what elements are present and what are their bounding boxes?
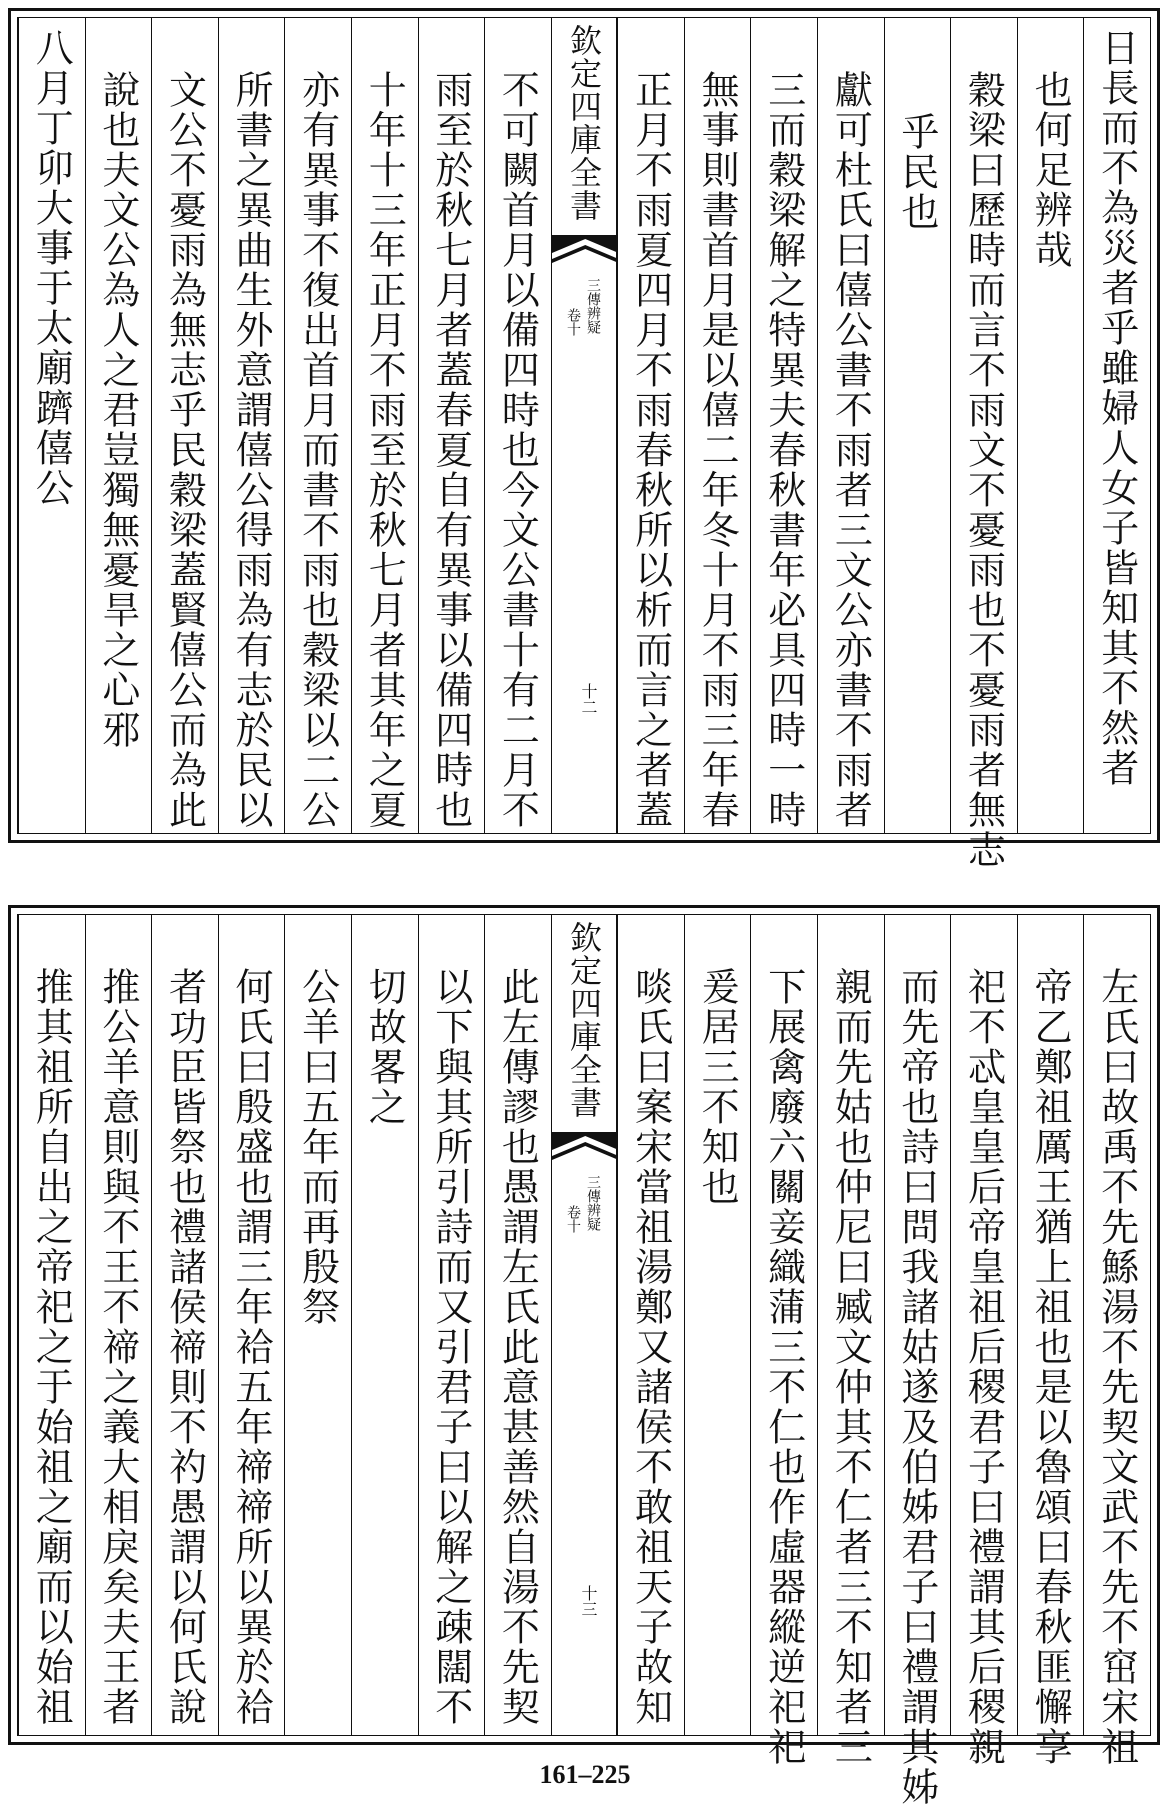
text-column-right-6 bbox=[750, 915, 817, 1767]
leaf-number: 十二 bbox=[578, 683, 598, 715]
column-rule bbox=[85, 18, 86, 833]
text-column-right-2 bbox=[1017, 18, 1084, 833]
column-text: 親而先姑也仲尼曰臧文仲其不仁者三不知者三 bbox=[828, 967, 873, 1767]
column-text: 亦有異事不復出首月而書不雨也穀梁以二公 bbox=[295, 70, 340, 830]
column-rule bbox=[151, 18, 152, 833]
volume-label: 卷十 bbox=[564, 308, 581, 336]
column-text: 所書之異曲生外意謂僖公得雨為有志於民以 bbox=[229, 70, 274, 830]
column-rule bbox=[484, 18, 485, 833]
text-column-right-1 bbox=[1083, 915, 1150, 1767]
text-column-right-3 bbox=[950, 915, 1017, 1767]
text-column-left-6 bbox=[151, 18, 218, 833]
column-rule bbox=[218, 915, 219, 1735]
text-column-left-2 bbox=[418, 18, 485, 833]
column-text: 無事則書首月是以僖二年冬十月不雨三年春 bbox=[695, 70, 740, 830]
center-fold-column bbox=[551, 18, 618, 833]
book-subtitle: 三傳辨疑 bbox=[584, 1175, 601, 1231]
column-text: 穀梁曰歷時而言不雨文不憂雨也不憂雨者無志 bbox=[961, 70, 1006, 870]
column-text: 何氏曰殷盛也謂三年袷五年禘禘所以異於袷 bbox=[229, 967, 274, 1727]
text-column-left-4 bbox=[284, 915, 351, 1735]
column-rule bbox=[284, 915, 285, 1735]
text-column-left-8 bbox=[18, 915, 85, 1735]
column-text: 啖氏曰案宋當祖湯鄭又諸侯不敢祖天子故知 bbox=[628, 967, 673, 1727]
column-rule bbox=[884, 915, 885, 1735]
columns-top bbox=[18, 18, 1150, 870]
column-text: 此左傳謬也愚謂左氏此意甚善然自湯不先契 bbox=[495, 967, 540, 1727]
column-rule bbox=[484, 915, 485, 1735]
text-column-left-7 bbox=[85, 18, 152, 833]
fishtail-mark bbox=[552, 233, 619, 269]
text-column-right-8 bbox=[617, 18, 684, 833]
column-text: 文公不憂雨為無志乎民穀梁蓋賢僖公而為此 bbox=[162, 70, 207, 830]
column-rule bbox=[151, 915, 152, 1735]
column-rule bbox=[1017, 915, 1018, 1735]
column-text: 日長而不為災者乎雖婦人女子皆知其不然者 bbox=[1094, 28, 1139, 788]
leaf-number: 十三 bbox=[578, 1585, 598, 1617]
column-text: 切故畧之 bbox=[362, 967, 407, 1127]
text-column-right-6 bbox=[750, 18, 817, 833]
column-rule bbox=[351, 18, 352, 833]
column-rule bbox=[18, 18, 19, 833]
page-number: 161–225 bbox=[539, 1760, 631, 1789]
column-rule bbox=[1083, 915, 1084, 1735]
column-rule bbox=[884, 18, 885, 833]
book-subtitle: 三傳辨疑 bbox=[584, 278, 601, 334]
text-column-right-8 bbox=[617, 915, 684, 1735]
column-rule bbox=[284, 18, 285, 833]
column-text: 左氏曰故禹不先鯀湯不先契文武不先不窋宋祖 bbox=[1094, 967, 1139, 1767]
column-text: 八月丁卯大事于太廟躋僖公 bbox=[29, 28, 74, 508]
column-rule bbox=[18, 915, 19, 1735]
column-text: 雨至於秋七月者蓋春夏自有異事以備四時也 bbox=[428, 70, 473, 830]
column-rule bbox=[418, 18, 419, 833]
column-rule bbox=[750, 18, 751, 833]
text-column-left-3 bbox=[351, 18, 418, 833]
column-rule bbox=[617, 915, 618, 1735]
column-text: 推其祖所自出之帝祀之于始祖之廟而以始祖 bbox=[29, 967, 74, 1727]
book-title: 欽定四庫全書 bbox=[564, 921, 603, 1119]
column-text: 十年十三年正月不雨至於秋七月者其年之夏 bbox=[362, 70, 407, 830]
center-fold-column bbox=[551, 915, 618, 1735]
column-rule bbox=[817, 18, 818, 833]
column-text: 也何足辨哉 bbox=[1028, 70, 1073, 270]
text-column-left-1 bbox=[484, 18, 551, 833]
column-rule bbox=[85, 915, 86, 1735]
text-column-right-1 bbox=[1083, 18, 1150, 833]
text-column-right-7 bbox=[684, 18, 751, 833]
text-column-left-5 bbox=[218, 18, 285, 833]
column-rule bbox=[351, 915, 352, 1735]
column-text: 推公羊意則與不王不禘之義大相戾矣夫王者 bbox=[95, 967, 140, 1727]
column-text: 以下與其所引詩而又引君子曰以解之疎闊不 bbox=[428, 967, 473, 1727]
text-column-right-3 bbox=[950, 18, 1017, 870]
column-rule bbox=[1017, 18, 1018, 833]
column-rule bbox=[950, 18, 951, 833]
text-column-right-4 bbox=[884, 915, 951, 1807]
column-rule bbox=[418, 915, 419, 1735]
column-rule bbox=[617, 18, 618, 833]
column-rule bbox=[684, 915, 685, 1735]
text-column-right-2 bbox=[1017, 915, 1084, 1767]
column-text: 正月不雨夏四月不雨春秋所以析而言之者蓋 bbox=[628, 70, 673, 830]
text-column-left-5 bbox=[218, 915, 285, 1735]
column-text: 下展禽廢六關妾織蒲三不仁也作虛器縱逆祀祀 bbox=[761, 967, 806, 1767]
text-column-left-7 bbox=[85, 915, 152, 1735]
text-column-left-2 bbox=[418, 915, 485, 1735]
column-text: 獻可杜氏曰僖公書不雨者三文公亦書不雨者 bbox=[828, 70, 873, 830]
column-text: 說也夫文公為人之君豈獨無憂旱之心邪 bbox=[95, 70, 140, 750]
fishtail-mark bbox=[552, 1130, 619, 1166]
column-text: 爰居三不知也 bbox=[695, 967, 740, 1207]
text-column-left-6 bbox=[151, 915, 218, 1735]
column-rule bbox=[218, 18, 219, 833]
column-text: 者功臣皆祭也禮諸侯禘則不礿愚謂以何氏說 bbox=[162, 967, 207, 1727]
text-column-right-5 bbox=[817, 915, 884, 1767]
book-title: 欽定四庫全書 bbox=[564, 24, 603, 222]
column-rule bbox=[1083, 18, 1084, 833]
page-top bbox=[8, 8, 1160, 870]
column-text: 帝乙鄭祖厲王猶上祖也是以魯頌曰春秋匪懈享 bbox=[1028, 967, 1073, 1767]
volume-label: 卷十 bbox=[564, 1205, 581, 1233]
text-column-right-4 bbox=[884, 18, 951, 833]
column-rule bbox=[817, 915, 818, 1735]
text-column-left-8 bbox=[18, 18, 85, 833]
text-column-right-5 bbox=[817, 18, 884, 833]
column-rule bbox=[950, 915, 951, 1735]
column-text: 祀不忒皇皇后帝皇祖后稷君子曰禮謂其后稷親 bbox=[961, 967, 1006, 1767]
text-column-right-7 bbox=[684, 915, 751, 1735]
text-column-left-4 bbox=[284, 18, 351, 833]
column-rule bbox=[750, 915, 751, 1735]
column-rule bbox=[684, 18, 685, 833]
column-text: 乎民也 bbox=[894, 112, 939, 232]
text-column-left-3 bbox=[351, 915, 418, 1735]
column-text: 不可闕首月以備四時也今文公書十有二月不 bbox=[495, 70, 540, 830]
column-text: 公羊曰五年而再殷祭 bbox=[295, 967, 340, 1327]
column-text: 而先帝也詩曰問我諸姑遂及伯姊君子曰禮謂其姊 bbox=[894, 967, 939, 1807]
text-column-left-1 bbox=[484, 915, 551, 1735]
column-text: 三而穀梁解之特異夫春秋書年必具四時一時 bbox=[761, 70, 806, 830]
